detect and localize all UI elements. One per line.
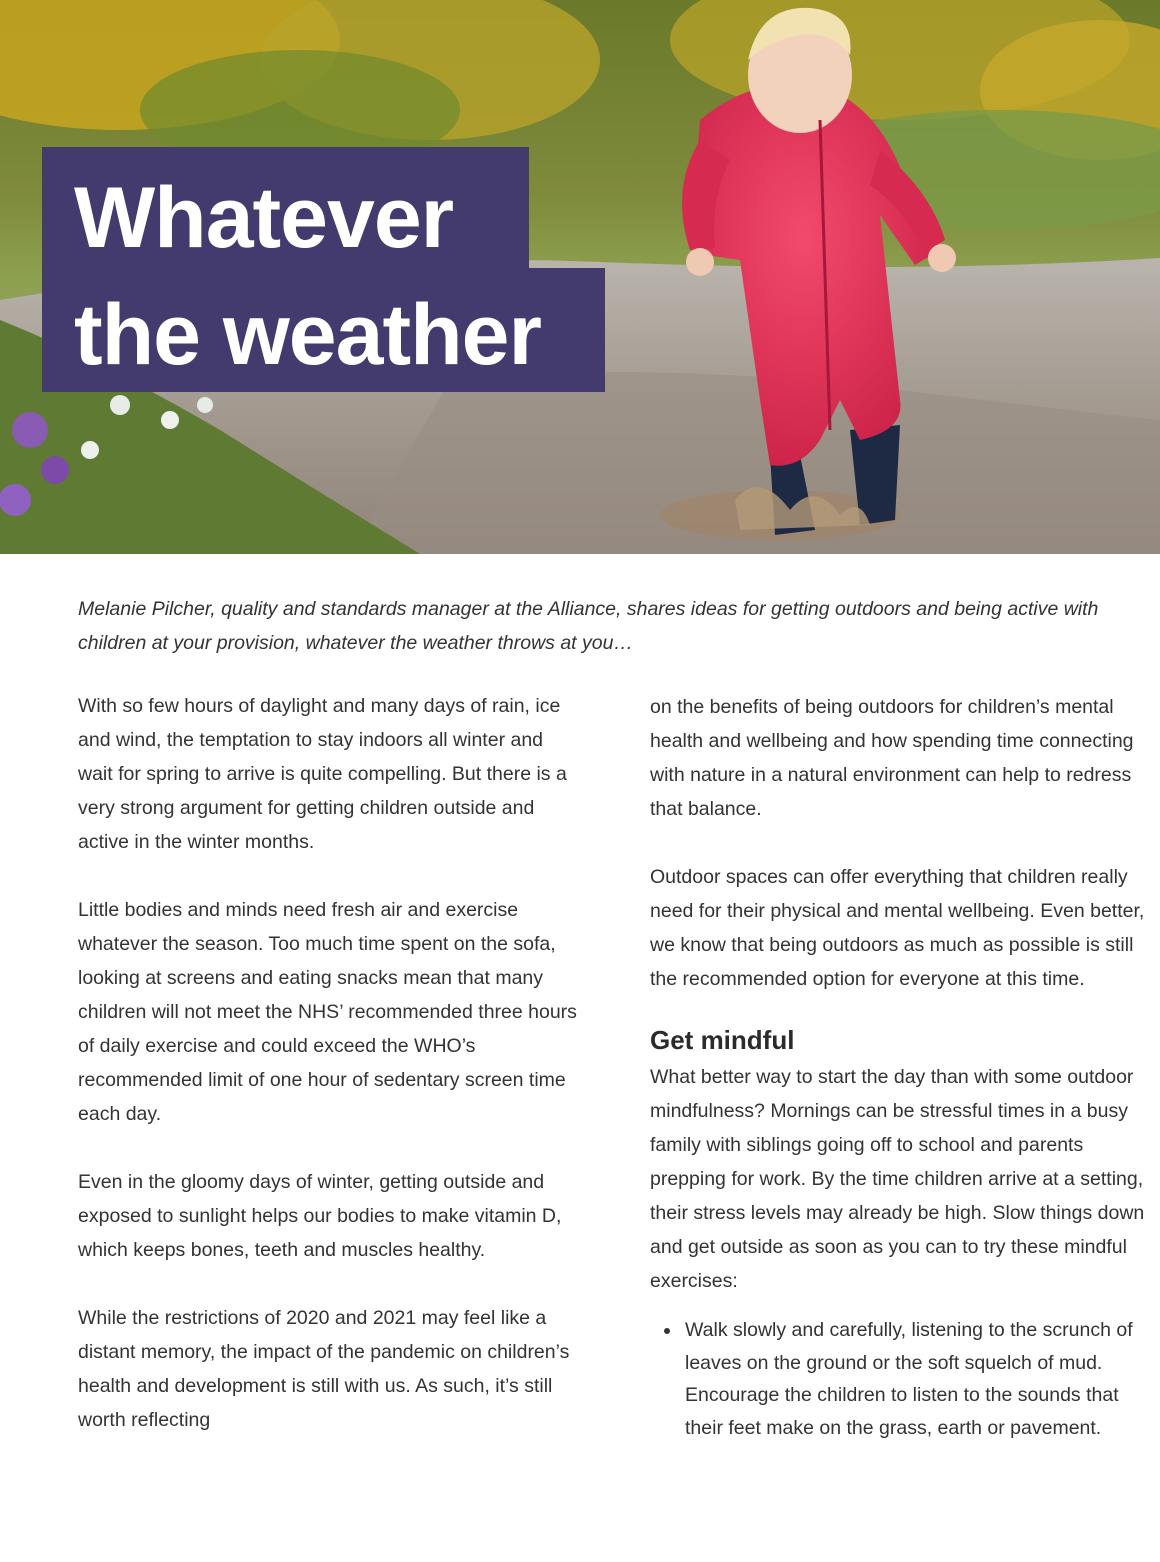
body-paragraph: Outdoor spaces can offer everything that children really need for their physical and mental wellbeing. Even better, we know that being outdoors as much as possible is still the recommended option for everyone at this time. <box>650 866 1145 990</box>
body-paragraph: With so few hours of daylight and many days of rain, ice and wind, the temptation to stay indoors all winter and wait for spring to arrive is quite compelling. But there is a very strong argument for getting children outside and active in the winter months. <box>78 695 567 853</box>
article-intro: Melanie Pilcher, quality and standards manager at the Alliance, shares ideas for getting outdoors and being active with children at your provision, whatever the weather throws at you… <box>78 598 1099 654</box>
section-heading: Get mindful <box>650 1025 795 1055</box>
body-paragraph: What better way to start the day than with some outdoor mindfulness? Mornings can be stressful times in a busy family with siblings going off to school and parents prepping for work. By the time children arrive at a setting, their stress levels may already be high. Slow things down and get outside as soon as you can to try these mindful exercises: <box>650 1066 1145 1292</box>
left-column <box>78 689 578 1471</box>
body-paragraph: While the restrictions of 2020 and 2021 may feel like a distant memory, the impact of the pandemic on children’s health and development is still with us. As such, it’s still worth reflecting <box>78 1307 570 1431</box>
list-item: Walk slowly and carefully, listening to the scrunch of leaves on the ground or the soft squelch of mud. Encourage the children to listen to the sounds that their feet make on the grass, earth or pavement. <box>685 1314 1145 1444</box>
hero-image <box>0 0 1160 554</box>
title-line-1: Whatever <box>42 147 529 269</box>
body-paragraph: Little bodies and minds need fresh air and exercise whatever the season. Too much time spent on the sofa, looking at screens and eating snacks mean that many children will not meet the NHS’ recommended three hours of daily exercise and could exceed the WHO’s recommended limit of one hour of sedentary screen time each day. <box>78 899 577 1125</box>
body-paragraph: Even in the gloomy days of winter, getting outside and exposed to sunlight helps our bodies to make vitamin D, which keeps bones, teeth and muscles healthy. <box>78 1171 562 1261</box>
right-column <box>650 690 1145 1444</box>
body-paragraph: on the benefits of being outdoors for children’s mental health and wellbeing and how spending time connecting with nature in a natural environment can help to redress that balance. <box>650 696 1134 820</box>
title-line-2: the weather <box>42 268 605 392</box>
bullet-list <box>650 1314 1145 1444</box>
